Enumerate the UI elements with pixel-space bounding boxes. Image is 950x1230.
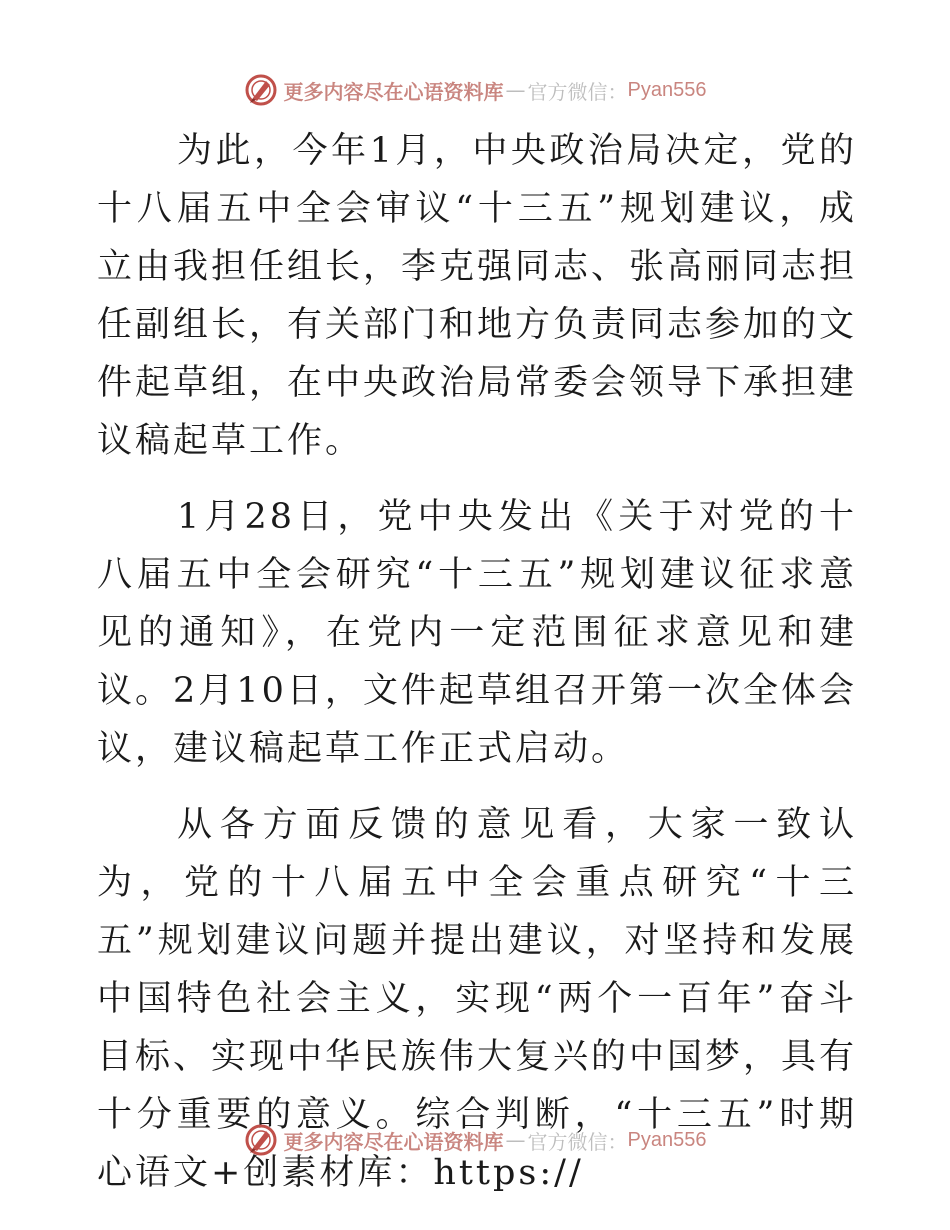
document-body — [97, 122, 857, 1220]
header-watermark-banner — [0, 70, 950, 110]
pen-nib-seal-icon — [244, 1123, 278, 1157]
paragraph-1: 为此，今年1月，中央政治局决定，党的十八届五中全会审议“十三五”规划建议，成立由我担任组长，李克强同志、张高丽同志担任副组长，有关部门和地方负责同志参加的文件起草组，在中央政治局常委会领导下承担建议稿起草工作。 — [97, 131, 858, 461]
watermark-wechat-id: Pyan556 — [627, 1128, 707, 1151]
watermark-main-text: 更多内容尽在心语资料库 — [283, 1129, 504, 1154]
watermark-sub-text: 官方微信： — [527, 1129, 628, 1154]
watermark-separator: — — [505, 1128, 526, 1152]
footer-watermark-banner — [0, 1120, 950, 1160]
watermark-wechat-id: Pyan556 — [627, 78, 707, 101]
watermark-separator: — — [505, 78, 526, 102]
watermark-main-text: 更多内容尽在心语资料库 — [283, 79, 504, 104]
watermark-sub-text: 官方微信： — [527, 79, 628, 104]
paragraph-2: 1月28日，党中央发出《关于对党的十八届五中全会研究“十三五”规划建议征求意见的通知》，在党内一定范围征求意见和建议。2月10日，文件起草组召开第一次全体会议，建议稿起草工作正式启动。 — [97, 497, 857, 769]
paragraph-3: 从各方面反馈的意见看，大家一致认为，党的十八届五中全会重点研究“十三五”规划建议问题并提出建议，对坚持和发展中国特色社会主义，实现“两个一百年”奋斗目标、实现中华民族伟大复兴的中国梦，具有十分重要的意义。综合判断，“十三五”时期心语文+创素材库：https:// — [97, 805, 858, 1193]
pen-nib-seal-icon — [244, 73, 278, 107]
